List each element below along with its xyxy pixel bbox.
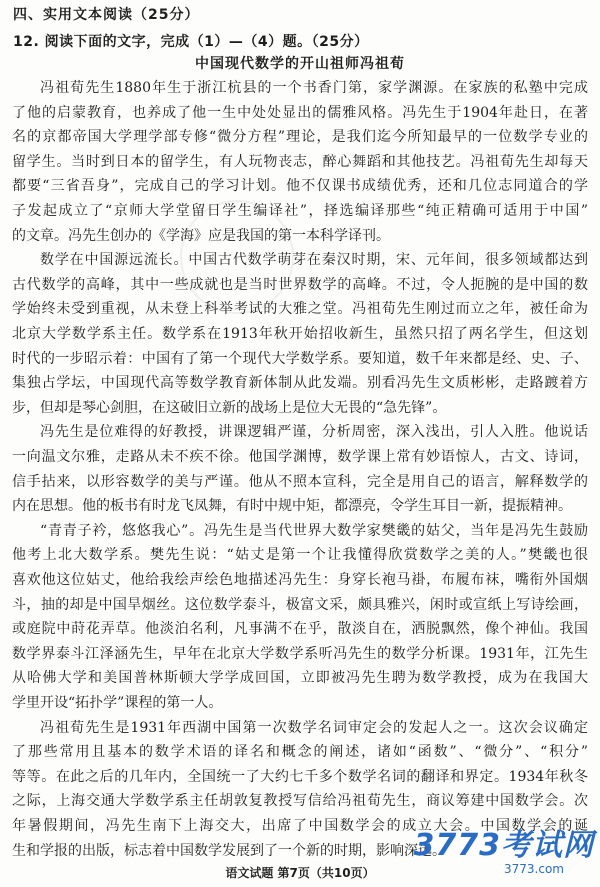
body-line: 从哈佛大学和美国普林斯顿大学学成回国，立即被冯先生聘为数学教授，成为在我国大 bbox=[12, 670, 588, 687]
section-title: 四、实用文本阅读（25分） bbox=[13, 7, 200, 23]
body-line: 学里开设“拓扑学”课程的第一人。 bbox=[12, 695, 223, 711]
body-line: 生和学报的出版，标志着中国数学发展到了一个新的时期，影响深远。 bbox=[12, 842, 446, 859]
body-line: 信手拈来，以形容数学的美与严谨。他从不照本宣科，完全是用自己的语言，解释数学的 bbox=[12, 473, 588, 490]
body-line: “青青子衿，悠悠我心”。冯先生是当代世界大数学家樊畿的姑父，当年是冯先生鼓励 bbox=[40, 522, 588, 539]
body-line: 冯祖荀先生1880年生于浙江杭县的一个书香门第，家学渊源。在家族的私塾中完成 bbox=[40, 80, 588, 96]
watermark-logo: 3773考试网 bbox=[413, 828, 594, 863]
body-line: 步，但却是琴心剑胆，在这破旧立新的战场上是位大无畏的“急先锋”。 bbox=[12, 399, 447, 416]
body-line: 冯祖荀先生是1931年西湖中国第一次数学名词审定会的发起人之一。这次会议确定 bbox=[40, 719, 588, 736]
body-line: 等等。在此之后的几年内，全国统一了大约七千多个数学名词的翻译和界定。1934年秋冬 bbox=[12, 768, 588, 785]
body-line: 时代的一步昭示着：中国有了第一个现代大学数学系。要知道，数千年来都是经、史、子、 bbox=[12, 350, 588, 367]
body-line: 北京大学数学系主任。数学系在1913年秋开始招收新生，虽然只招了两名学生，但这划 bbox=[12, 326, 588, 342]
body-line: 都要“三省吾身”，完成自己的学习计划。他不仅课书成绩优秀，还和几位志同道合的学 bbox=[12, 178, 588, 195]
body-line: 留学生。当时到日本的留学生，有人玩物丧志，醉心舞蹈和其他技艺。冯祖荀先生却每天 bbox=[12, 153, 588, 170]
body-line: 古代数学的高峰，其中一些成就也是当时世界数学的高峰。不过，令人扼腕的是中国的数 bbox=[12, 276, 588, 293]
body-line: 了他的启蒙教育，也养成了他一生中处处显出的儒雅风格。冯先生于1904年赴日，在著 bbox=[12, 104, 588, 121]
question-title: 12. 阅读下面的文字，完成（1）—（4）题。（25分） bbox=[13, 34, 369, 50]
body-line: 一向温文尔雅，走路从未不疾不徐。他国学渊博，数学课上常有妙语惊人，古文、诗词， bbox=[12, 449, 588, 465]
body-line: 名的京都帝国大学理学部专修“微分方程”理论，是我们迄今所知最早的一位数学专业的 bbox=[12, 129, 588, 146]
site-watermark bbox=[414, 830, 595, 876]
body-line: 学始终未受到重视，从未登上科举考试的大雅之堂。冯祖荀先生刚过而立之年，被任命为 bbox=[12, 301, 588, 318]
body-line: 冯先生是位难得的好教授，讲课逻辑严谨，分析周密，深入浅出，引人入胜。他说话 bbox=[40, 424, 588, 441]
watermark-url: 3773.com bbox=[504, 862, 564, 876]
body-line: 数学在中国源远流长。中国古代数学萌芽在秦汉时期，宋、元年间，很多领域都达到 bbox=[40, 252, 588, 269]
body-line: 集独占学坛，中国现代高等数学教育新体制从此发端。别看冯先生文质彬彬，走路踱着方 bbox=[12, 375, 588, 392]
body-line: 内在思想。他的板书有时龙飞凤舞，有时中规中矩，都漂亮，令学生耳目一新，提振精神。 bbox=[12, 498, 572, 515]
body-line: 年暑假期间，冯先生南下上海交大，出席了中国数学会的成立大会。中国数学会的诞 bbox=[12, 818, 588, 834]
article-title: 中国现代数学的开山祖师冯祖荀 bbox=[195, 56, 405, 72]
body-line: 斗，抽的却是中国旱烟丝。这位数学泰斗，极富文采，颇具雅兴，闲时或宣纸上写诗绘画， bbox=[12, 596, 588, 613]
body-line: 了那些常用且基本的数学术语的译名和概念的阐述，诸如“函数”、“微分”、“积分” bbox=[12, 744, 588, 761]
body-line: 或庭院中莳花弄草。他淡泊名利，凡事满不在乎，散淡自在，洒脱飘然，像个神仙。我国 bbox=[12, 621, 588, 638]
body-line: 的文章。冯先生创办的《学海》应是我国的第一本科学译刊。 bbox=[12, 227, 390, 244]
body-line: 喜欢他这位姑丈，他给我绘声绘色地描述冯先生：身穿长袍马褂，布履布袜，嘴衔外国烟 bbox=[12, 572, 588, 588]
body-line: 子发起成立了“京师大学堂留日学生编译社”，择选编译那些“纯正精确可适用于中国” bbox=[12, 203, 588, 219]
body-line: 之际，上海交通大学数学系主任胡敦复教授写信给冯祖荀先生，商议筹建中国数学会。次 bbox=[12, 793, 588, 810]
body-line: 他考上北大数学系。樊先生说：“姑丈是第一个让我懂得欣赏数学之美的人。”樊畿也很 bbox=[12, 547, 588, 564]
body-line: 数学界泰斗江泽涵先生，早年在北京大学数学系听冯先生的数学分析课。1931年，江先生 bbox=[12, 645, 588, 662]
page-footer: 语文试题 第7页（共10页） bbox=[225, 866, 375, 880]
